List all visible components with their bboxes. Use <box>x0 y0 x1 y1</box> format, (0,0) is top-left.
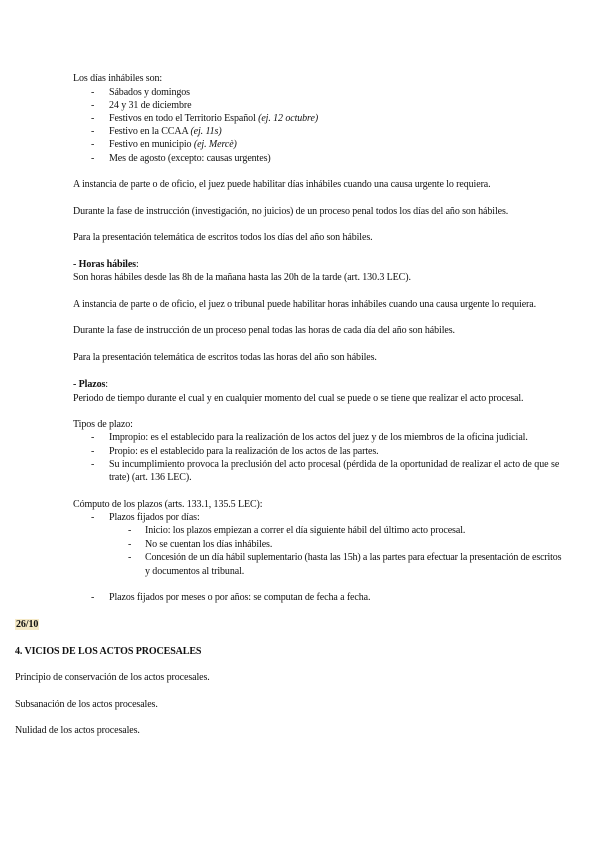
paragraph: A instancia de parte o de oficio, el juez puede habilitar días inhábiles cuando una causa urgente lo requiera. <box>73 179 491 190</box>
list-item: Propio: es el establecido para la realización de los actos de las partes. <box>109 446 379 457</box>
list-item: Plazos fijados por meses o por años: se computan de fecha a fecha. <box>109 592 371 603</box>
bullet-dash: - <box>91 126 95 137</box>
list-item: Plazos fijados por días: <box>109 512 200 523</box>
paragraph: A instancia de parte o de oficio, el juez o tribunal puede habilitar horas inhábiles cuando una causa urgente lo requiera. <box>73 299 536 310</box>
bullet-dash: - <box>91 113 95 124</box>
bullet-dash: - <box>91 592 95 603</box>
sub-list-item-continuation: y documentos al tribunal. <box>145 566 245 577</box>
subheading-horas-habiles: - Horas hábiles: <box>73 259 139 270</box>
bullet-dash: - <box>91 446 95 457</box>
paragraph: Subsanación de los actos procesales. <box>15 699 158 710</box>
bullet-dash: - <box>91 87 95 98</box>
paragraph: Principio de conservación de los actos procesales. <box>15 672 210 683</box>
example-note: (ej. 12 octubre) <box>258 113 319 124</box>
list-item: Festivo en municipio (ej. Mercè) <box>109 139 237 150</box>
list-item: Festivo en la CCAA (ej. 11s) <box>109 126 222 137</box>
date-tag: 26/10 <box>16 619 39 630</box>
list-item: Mes de agosto (excepto: causas urgentes) <box>109 153 271 164</box>
sub-list-item: No se cuentan los días inhábiles. <box>145 539 273 550</box>
sub-list-item: Inicio: los plazos empiezan a correr el día siguiente hábil del último acto procesal. <box>145 525 466 536</box>
bullet-dash: - <box>91 512 95 523</box>
paragraph: Para la presentación telemática de escritos todas las horas del año son hábiles. <box>73 352 377 363</box>
sub-list-item: Concesión de un día hábil suplementario (hasta las 15h) a las partes para efectuar la presentación de escritos <box>145 552 562 563</box>
list-item: Festivos en todo el Territorio Español (ej. 12 octubre) <box>109 113 319 124</box>
subheading-plazos: - Plazos: <box>73 379 108 390</box>
bullet-dash: - <box>128 525 132 536</box>
paragraph: Periodo de tiempo durante el cual y en cualquier momento del cual se puede o se tiene que realizar el acto procesal. <box>73 393 524 404</box>
paragraph: Durante la fase de instrucción de un proceso penal todas las horas de cada día del año son hábiles. <box>73 325 455 336</box>
bullet-dash: - <box>91 459 95 470</box>
paragraph: Nulidad de los actos procesales. <box>15 725 140 736</box>
list-item: 24 y 31 de diciembre <box>109 100 192 111</box>
tipos-intro: Tipos de plazo: <box>73 419 133 430</box>
bullet-dash: - <box>91 139 95 150</box>
example-note: (ej. Mercè) <box>193 139 237 150</box>
list-item: Impropio: es el establecido para la realización de los actos del juez y de los miembros de la oficina judicial. <box>109 432 528 443</box>
bullet-dash: - <box>91 153 95 164</box>
computo-intro: Cómputo de los plazos (arts. 133.1, 135.5 LEC): <box>73 499 263 510</box>
example-note: (ej. 11s) <box>190 126 222 137</box>
bullet-dash: - <box>128 539 132 550</box>
section-title: 4. VICIOS DE LOS ACTOS PROCESALES <box>15 646 202 657</box>
bullet-dash: - <box>128 552 132 563</box>
bullet-dash: - <box>91 100 95 111</box>
list-item: Su incumplimiento provoca la preclusión del acto procesal (pérdida de la oportunidad de realizar el acto de que se <box>109 459 560 470</box>
paragraph: Durante la fase de instrucción (investigación, no juicios) de un proceso penal todos los días del año son hábiles. <box>73 206 509 217</box>
list-item-continuation: trate) (art. 136 LEC). <box>109 472 192 483</box>
dias-inhabiles-intro: Los días inhábiles son: <box>73 73 163 84</box>
paragraph: Para la presentación telemática de escritos todos los días del año son hábiles. <box>73 232 373 243</box>
list-item: Sábados y domingos <box>109 87 190 98</box>
bullet-dash: - <box>91 432 95 443</box>
paragraph: Son horas hábiles desde las 8h de la mañana hasta las 20h de la tarde (art. 130.3 LEC). <box>73 272 411 283</box>
